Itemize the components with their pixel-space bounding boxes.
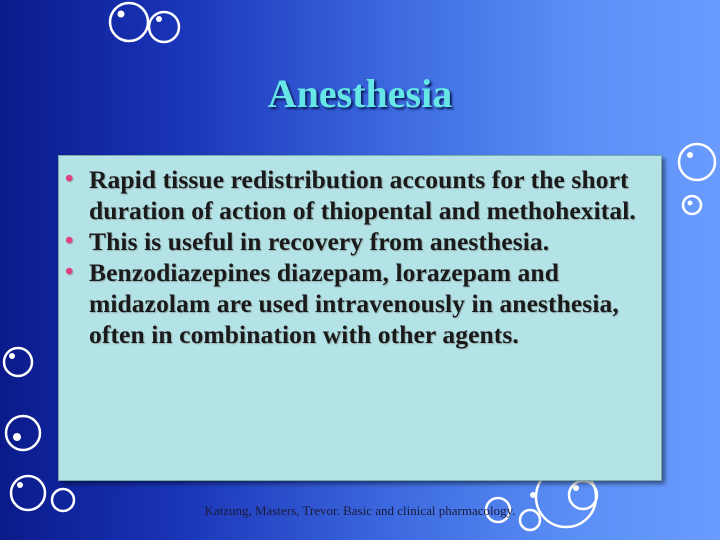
bubble-icon (149, 12, 179, 42)
bullet-text: This is useful in recovery from anesthesia. (89, 227, 550, 256)
bullet-text: Rapid tissue redistribution accounts for the short duration of action of thiopental and methohexital. (89, 165, 636, 225)
bubble-dot-icon (17, 482, 23, 488)
content-box (58, 155, 662, 481)
bubble-dot-icon (118, 11, 125, 18)
bubble-dot-icon (530, 492, 536, 498)
bubble-icon (683, 196, 701, 214)
bubble-icon (6, 416, 40, 450)
bubble-dot-icon (13, 433, 21, 441)
bubble-dot-icon (156, 16, 162, 22)
bullet-icon: • (65, 259, 74, 285)
bubble-dot-icon (687, 152, 693, 158)
bullet-item (65, 226, 657, 257)
bullet-text: Benzodiazepines diazepam, lorazepam and midazolam are used intravenously in anesthesia, often in combination with other agents. (89, 258, 619, 349)
bubble-dot-icon (9, 353, 15, 359)
slide-title: Anesthesia (267, 71, 453, 116)
citation-footer: Katzung, Masters, Trevor. Basic and clinical pharmacology. (204, 503, 516, 518)
bullet-list (59, 156, 661, 350)
bubble-icon (4, 348, 32, 376)
bubble-icon (110, 3, 148, 41)
bullet-icon: • (65, 228, 74, 254)
bubble-dot-icon (688, 201, 693, 206)
bubble-dot-icon (573, 485, 579, 491)
bubble-icon (679, 144, 715, 180)
bullet-item (65, 257, 657, 350)
bullet-item (65, 164, 657, 226)
bullet-icon: • (65, 166, 74, 192)
